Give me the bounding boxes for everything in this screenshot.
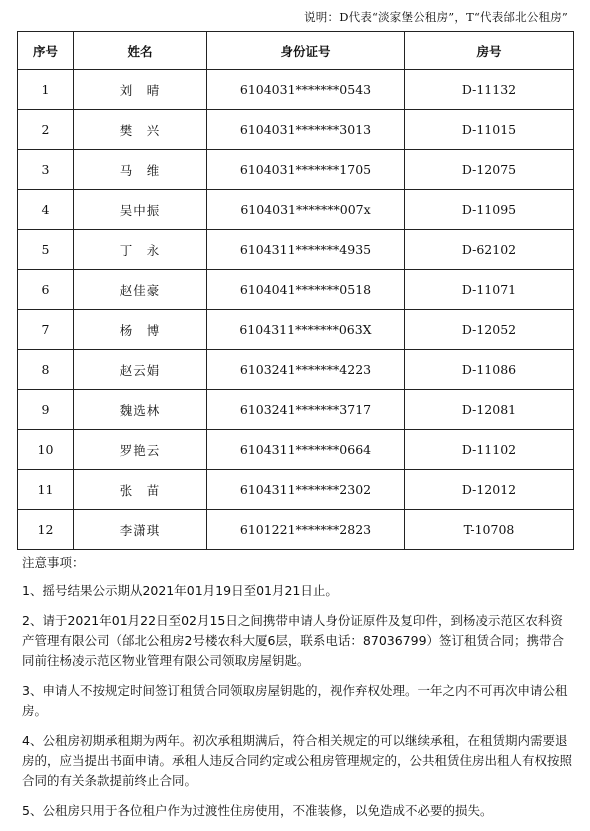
cell-id-number: 6104031*******0543 [207,70,405,110]
cell-room-number: D-12081 [405,390,574,430]
cell-room-number: D-12075 [405,150,574,190]
note-item: 3、申请人不按规定时间签订租赁合同领取房屋钥匙的，视作弃权处理。一年之内不可再次申请公租房。 [22,683,568,718]
cell-name: 樊 兴 [74,110,207,150]
cell-serial: 11 [18,470,74,510]
cell-room-number: D-11086 [405,350,574,390]
cell-name: 李潇琪 [74,510,207,550]
cell-room-number: D-12012 [405,470,574,510]
cell-serial: 10 [18,430,74,470]
table-row [18,390,574,430]
cell-id-number: 6104041*******0518 [207,270,405,310]
cell-id-number: 6104311*******063X [207,310,405,350]
cell-id-number: 6104031*******3013 [207,110,405,150]
cell-name: 魏选林 [74,390,207,430]
cell-id-number: 6104311*******4935 [207,230,405,270]
header-name: 姓名 [74,32,207,70]
header-id-number: 身份证号 [207,32,405,70]
allocation-table [17,31,574,550]
cell-serial: 6 [18,270,74,310]
header-serial: 序号 [18,32,74,70]
cell-id-number: 6103241*******4223 [207,350,405,390]
notes-section [22,553,574,831]
cell-serial: 12 [18,510,74,550]
cell-id-number: 6104031*******007x [207,190,405,230]
cell-room-number: D-11015 [405,110,574,150]
cell-id-number: 6101221*******2823 [207,510,405,550]
notes-title: 注意事项： [22,555,85,570]
cell-name: 吴中振 [74,190,207,230]
cell-serial: 4 [18,190,74,230]
table-row [18,350,574,390]
cell-serial: 9 [18,390,74,430]
cell-room-number: D-12052 [405,310,574,350]
cell-room-number: D-11132 [405,70,574,110]
table-header-row [18,32,574,70]
legend-note: 说明：D代表“淡家堡公租房”，T“代表邰北公租房” [304,10,568,24]
table-row [18,70,574,110]
note-item: 4、公租房初期承租期为两年。初次承租期满后，符合相关规定的可以继续承租，在租赁期内需要退房的，应当提出书面申请。承租人违反合同约定或公租房管理规定的，公共租赁住房出租人有权按照合同的有关条款提前终止合同。 [22,733,573,788]
cell-serial: 2 [18,110,74,150]
table-row [18,110,574,150]
cell-id-number: 6103241*******3717 [207,390,405,430]
cell-name: 马 维 [74,150,207,190]
cell-name: 赵云娟 [74,350,207,390]
cell-room-number: D-11095 [405,190,574,230]
cell-room-number: D-11102 [405,430,574,470]
cell-serial: 1 [18,70,74,110]
note-item: 1、摇号结果公示期从2021年01月19日至01月21日止。 [22,583,338,598]
cell-name: 罗艳云 [74,430,207,470]
table-row [18,270,574,310]
cell-id-number: 6104031*******1705 [207,150,405,190]
cell-serial: 3 [18,150,74,190]
table-row [18,470,574,510]
table-row [18,190,574,230]
table-row [18,510,574,550]
cell-serial: 5 [18,230,74,270]
cell-name: 丁 永 [74,230,207,270]
cell-name: 刘 晴 [74,70,207,110]
cell-room-number: D-62102 [405,230,574,270]
table-row [18,310,574,350]
cell-serial: 8 [18,350,74,390]
table-row [18,430,574,470]
note-item: 2、请于2021年01月22日至02月15日之间携带申请人身份证原件及复印件，到杨凌示范区农科资产管理有限公司（邰北公租房2号楼农科大厦6层，联系电话：87036799）签订租赁合同；携带合同前往杨凌示范区物业管理有限公司领取房屋钥匙。 [22,613,565,668]
table-row [18,150,574,190]
cell-name: 杨 博 [74,310,207,350]
header-room-number: 房号 [405,32,574,70]
note-item: 5、公租房只用于各位租户作为过渡性住房使用，不准装修，以免造成不必要的损失。 [22,803,493,818]
cell-id-number: 6104311*******2302 [207,470,405,510]
cell-room-number: D-11071 [405,270,574,310]
cell-serial: 7 [18,310,74,350]
table-row [18,230,574,270]
cell-room-number: T-10708 [405,510,574,550]
cell-name: 赵佳豪 [74,270,207,310]
cell-id-number: 6104311*******0664 [207,430,405,470]
cell-name: 张 苗 [74,470,207,510]
